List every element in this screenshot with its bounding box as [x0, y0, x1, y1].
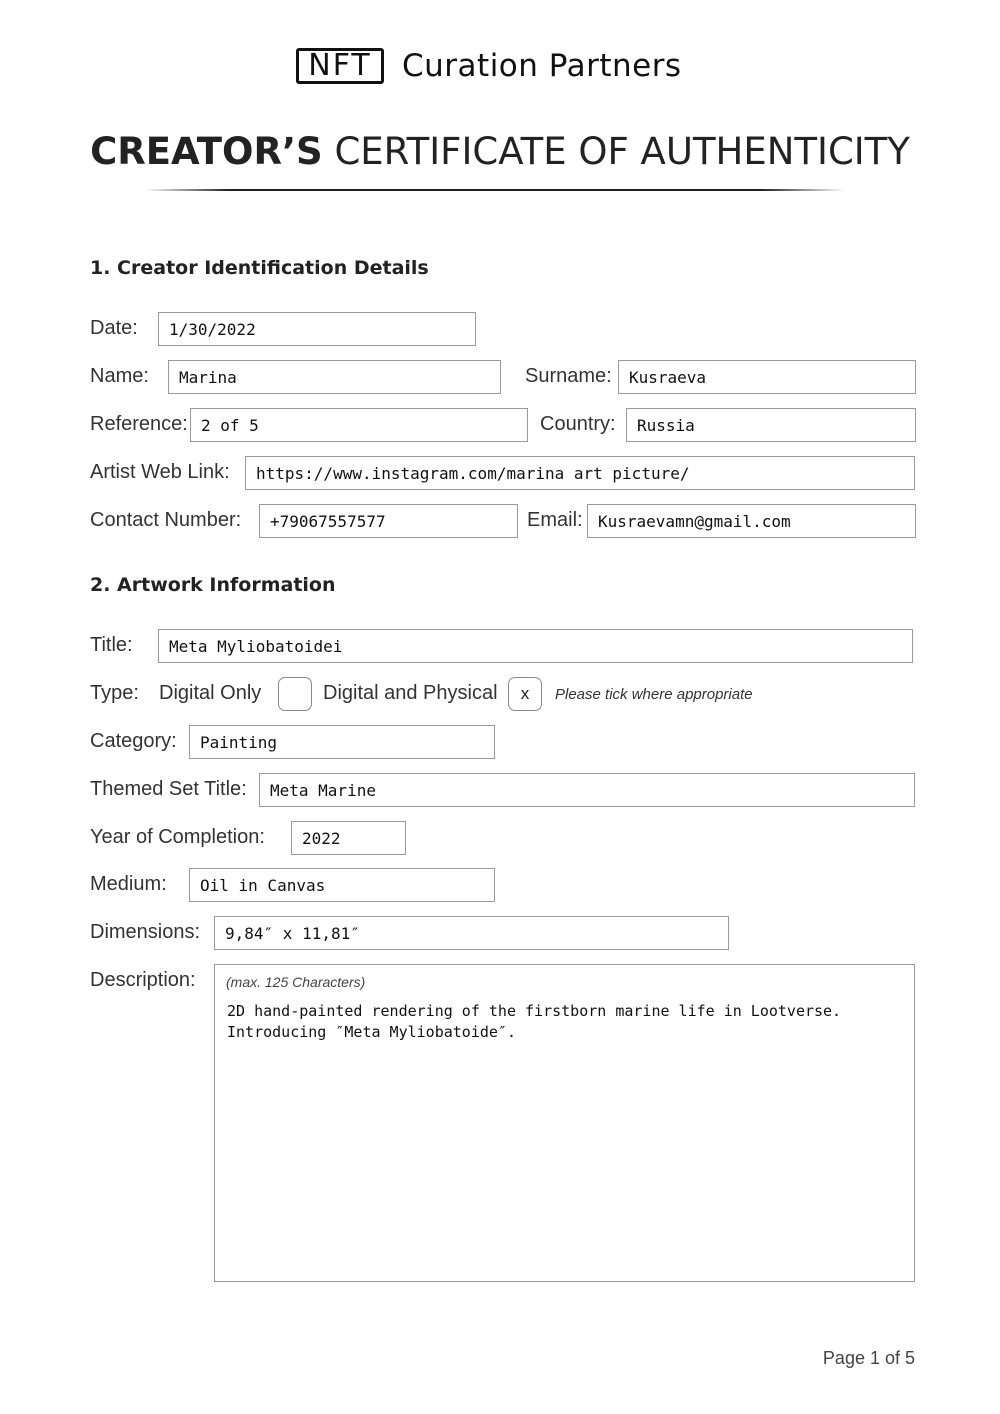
medium-field[interactable]: Oil in Canvas	[189, 868, 495, 902]
weblink-label: Artist Web Link:	[90, 461, 230, 483]
page-number: Page 1 of 5	[822, 1348, 915, 1368]
type-digital-physical-label: Digital and Physical	[323, 682, 498, 704]
email-label: Email:	[527, 509, 583, 531]
date-label: Date:	[90, 317, 138, 339]
weblink-field[interactable]: https://www.instagram.com/marina art picture/	[245, 456, 915, 490]
description-hint: (max. 125 Characters)	[226, 974, 366, 990]
contact-label: Contact Number:	[90, 509, 242, 531]
medium-label: Medium:	[90, 873, 167, 895]
page-title-bold: CREATOR’S	[90, 130, 323, 173]
category-field[interactable]: Painting	[189, 725, 495, 759]
email-field[interactable]: Kusraevamn@gmail.com	[587, 504, 916, 538]
themed-set-field[interactable]: Meta Marine	[259, 773, 915, 807]
country-field[interactable]: Russia	[626, 408, 916, 442]
section-heading-creator: 1. Creator Identification Details	[90, 257, 429, 279]
surname-field[interactable]: Kusraeva	[618, 360, 916, 394]
dimensions-label: Dimensions:	[90, 921, 201, 943]
page-title-rest: CERTIFICATE OF AUTHENTICITY	[334, 130, 910, 173]
type-label: Type:	[90, 682, 139, 704]
name-field[interactable]: Marina	[168, 360, 501, 394]
year-field[interactable]: 2022	[291, 821, 406, 855]
logo-text: Curation Partners	[402, 48, 682, 84]
title-label: Title:	[90, 634, 133, 656]
contact-field[interactable]: +79067557577	[259, 504, 518, 538]
surname-label: Surname:	[525, 365, 612, 387]
title-divider	[145, 189, 845, 191]
reference-label: Reference:	[90, 413, 188, 435]
category-label: Category:	[90, 730, 177, 752]
dimensions-field[interactable]: 9,84″ x 11,81″	[214, 916, 729, 950]
digital-only-checkbox[interactable]	[278, 677, 312, 711]
type-hint: Please tick where appropriate	[555, 686, 753, 703]
description-field[interactable]	[214, 964, 915, 1282]
description-text: 2D hand-painted rendering of the firstborn marine life in Lootverse. Introducing ″Meta Myliobatoide″.	[227, 1002, 842, 1041]
title-field[interactable]: Meta Myliobatoidei	[158, 629, 913, 663]
digital-physical-checkbox[interactable]: x	[508, 677, 542, 711]
date-field[interactable]: 1/30/2022	[158, 312, 476, 346]
logo-mark: NFT	[296, 48, 384, 84]
reference-field[interactable]: 2 of 5	[190, 408, 528, 442]
themed-set-label: Themed Set Title:	[90, 778, 247, 800]
name-label: Name:	[90, 365, 149, 387]
type-digital-only-label: Digital Only	[159, 682, 262, 704]
year-label: Year of Completion:	[90, 826, 265, 848]
section-heading-artwork: 2. Artwork Information	[90, 574, 336, 596]
page-title	[0, 128, 1000, 176]
description-label: Description:	[90, 969, 196, 991]
country-label: Country:	[540, 413, 616, 435]
